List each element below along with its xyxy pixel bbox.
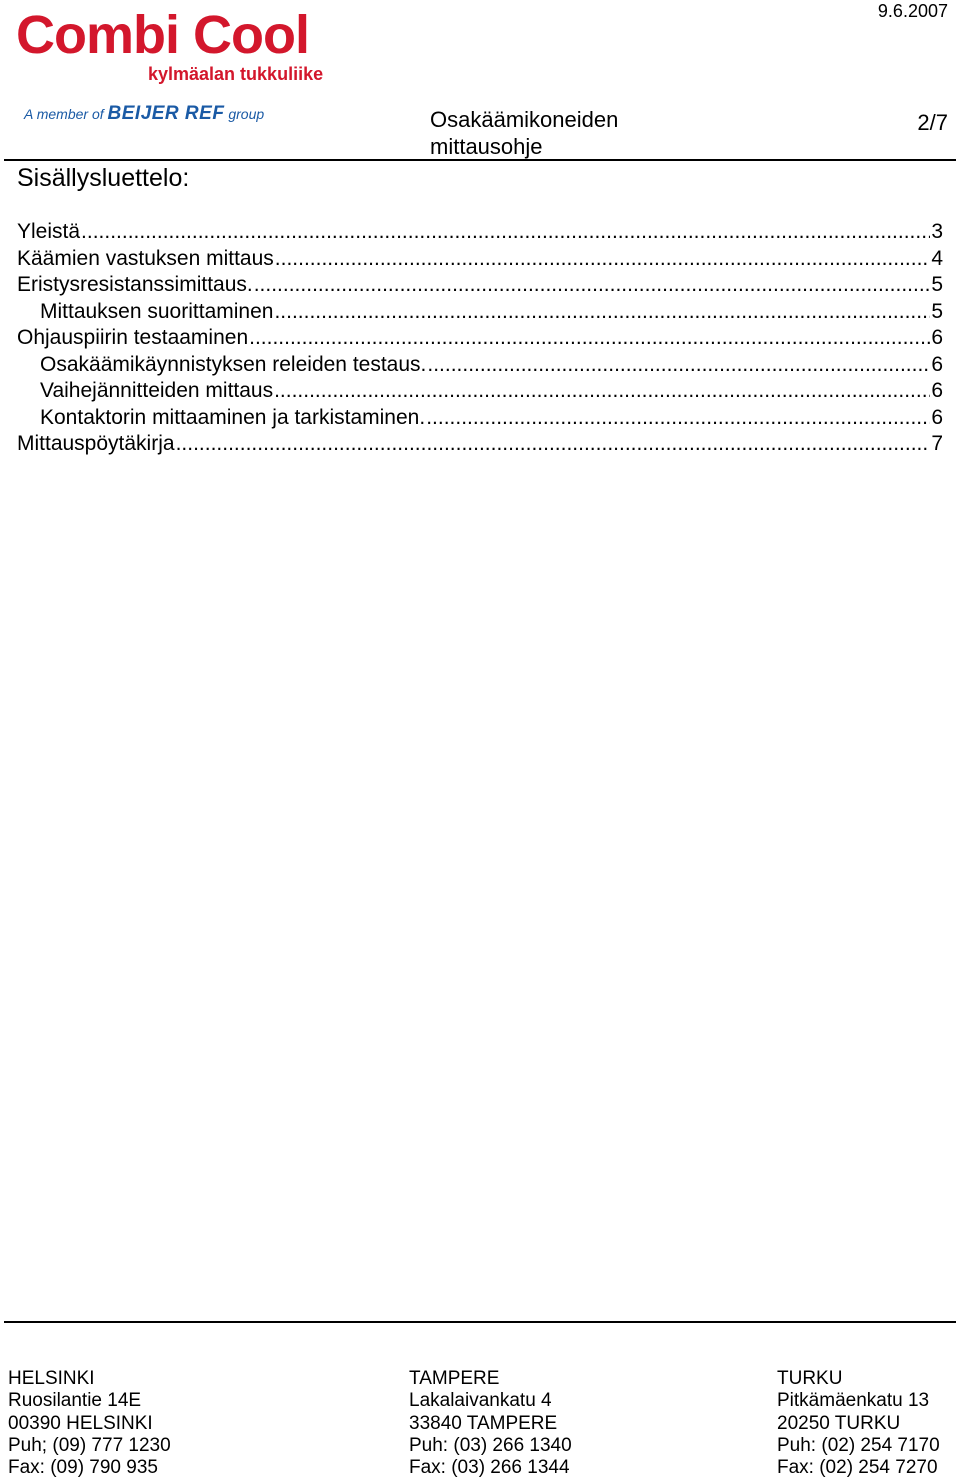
toc-entry[interactable] [17, 352, 943, 379]
toc-entry-label: Ohjauspiirin testaaminen [17, 326, 249, 349]
office-postal: 20250 TURKU [777, 1412, 901, 1434]
toc-dot-leader [81, 219, 930, 245]
toc-entry[interactable] [17, 299, 943, 326]
toc-entry[interactable] [17, 325, 943, 352]
toc-entry[interactable] [17, 431, 943, 458]
toc-entry[interactable] [17, 405, 943, 432]
office-fax: Fax: (03) 266 1344 [409, 1457, 570, 1479]
toc-entry-label: Käämien vastuksen mittaus [17, 246, 274, 270]
toc-entry-page: 5 [931, 299, 943, 323]
footer-divider [4, 1321, 956, 1323]
office-street: Ruosilantie 14E [8, 1390, 142, 1412]
office-turku [777, 1368, 940, 1479]
combi-cool-logo [16, 5, 346, 84]
office-phone: Puh; (09) 777 1230 [8, 1434, 171, 1456]
office-helsinki [8, 1368, 171, 1479]
document-title [430, 106, 650, 160]
member-brand: BEIJER REF [107, 103, 225, 124]
toc-dot-leader [274, 299, 930, 325]
office-postal: 33840 TAMPERE [409, 1412, 558, 1434]
page-number: 2/7 [917, 110, 948, 135]
toc-entry[interactable] [17, 272, 943, 299]
member-suffix: group [228, 106, 265, 122]
office-street: Pitkämäenkatu 13 [777, 1390, 930, 1412]
office-fax: Fax: (09) 790 935 [8, 1457, 158, 1479]
toc-entry-label: Vaihejännitteiden mittaus [40, 379, 274, 402]
member-prefix: A member of [24, 106, 104, 122]
office-phone: Puh: (02) 254 7170 [777, 1434, 940, 1456]
toc-entry-label: Yleistä [17, 220, 81, 243]
toc-entry-page: 6 [931, 352, 943, 376]
office-city: TURKU [777, 1368, 843, 1389]
table-of-contents [17, 219, 943, 458]
toc-entry[interactable] [17, 219, 943, 246]
toc-entry-label: Mittauspöytäkirja [17, 432, 175, 455]
toc-entry-page: 4 [931, 246, 943, 270]
toc-dot-leader [176, 431, 931, 457]
office-postal: 00390 HELSINKI [8, 1412, 153, 1434]
toc-entry-page: 6 [931, 405, 943, 429]
beijer-ref-member-logo [24, 104, 264, 124]
office-city: TAMPERE [409, 1368, 500, 1389]
office-tampere [409, 1368, 572, 1479]
toc-entry-page: 7 [931, 432, 943, 455]
office-city: HELSINKI [8, 1368, 95, 1389]
toc-dot-leader [275, 246, 931, 272]
logo-name: Combi Cool [16, 5, 309, 65]
office-phone: Puh: (03) 266 1340 [409, 1434, 572, 1456]
logo-tagline: kylmäalan tukkuliike [148, 64, 324, 84]
toc-entry-page: 6 [931, 326, 943, 349]
toc-dot-leader [254, 272, 931, 298]
toc-dot-leader [249, 325, 930, 351]
toc-entry[interactable] [17, 246, 943, 273]
toc-dot-leader [426, 405, 930, 431]
toc-entry-page: 6 [931, 379, 943, 402]
office-street: Lakalaivankatu 4 [409, 1390, 552, 1412]
toc-dot-leader [427, 352, 930, 378]
toc-dot-leader [274, 378, 930, 404]
document-date: 9.6.2007 [877, 1, 948, 21]
document-title-line-1: Osakäämikoneiden [430, 107, 619, 132]
toc-heading: Sisällysluettelo: [17, 164, 190, 192]
toc-entry-label: Osakäämikäynnistyksen releiden testaus. [40, 352, 427, 376]
toc-entry[interactable] [17, 378, 943, 405]
office-fax: Fax: (02) 254 7270 [777, 1457, 938, 1479]
toc-entry-page: 3 [931, 220, 943, 243]
document-title-line-2: mittausohje [430, 134, 543, 159]
toc-entry-label: Eristysresistanssimittaus. [17, 273, 253, 296]
toc-entry-label: Kontaktorin mittaaminen ja tarkistaminen. [40, 405, 426, 429]
toc-entry-label: Mittauksen suorittaminen [40, 299, 274, 323]
toc-entry-page: 5 [931, 273, 943, 296]
